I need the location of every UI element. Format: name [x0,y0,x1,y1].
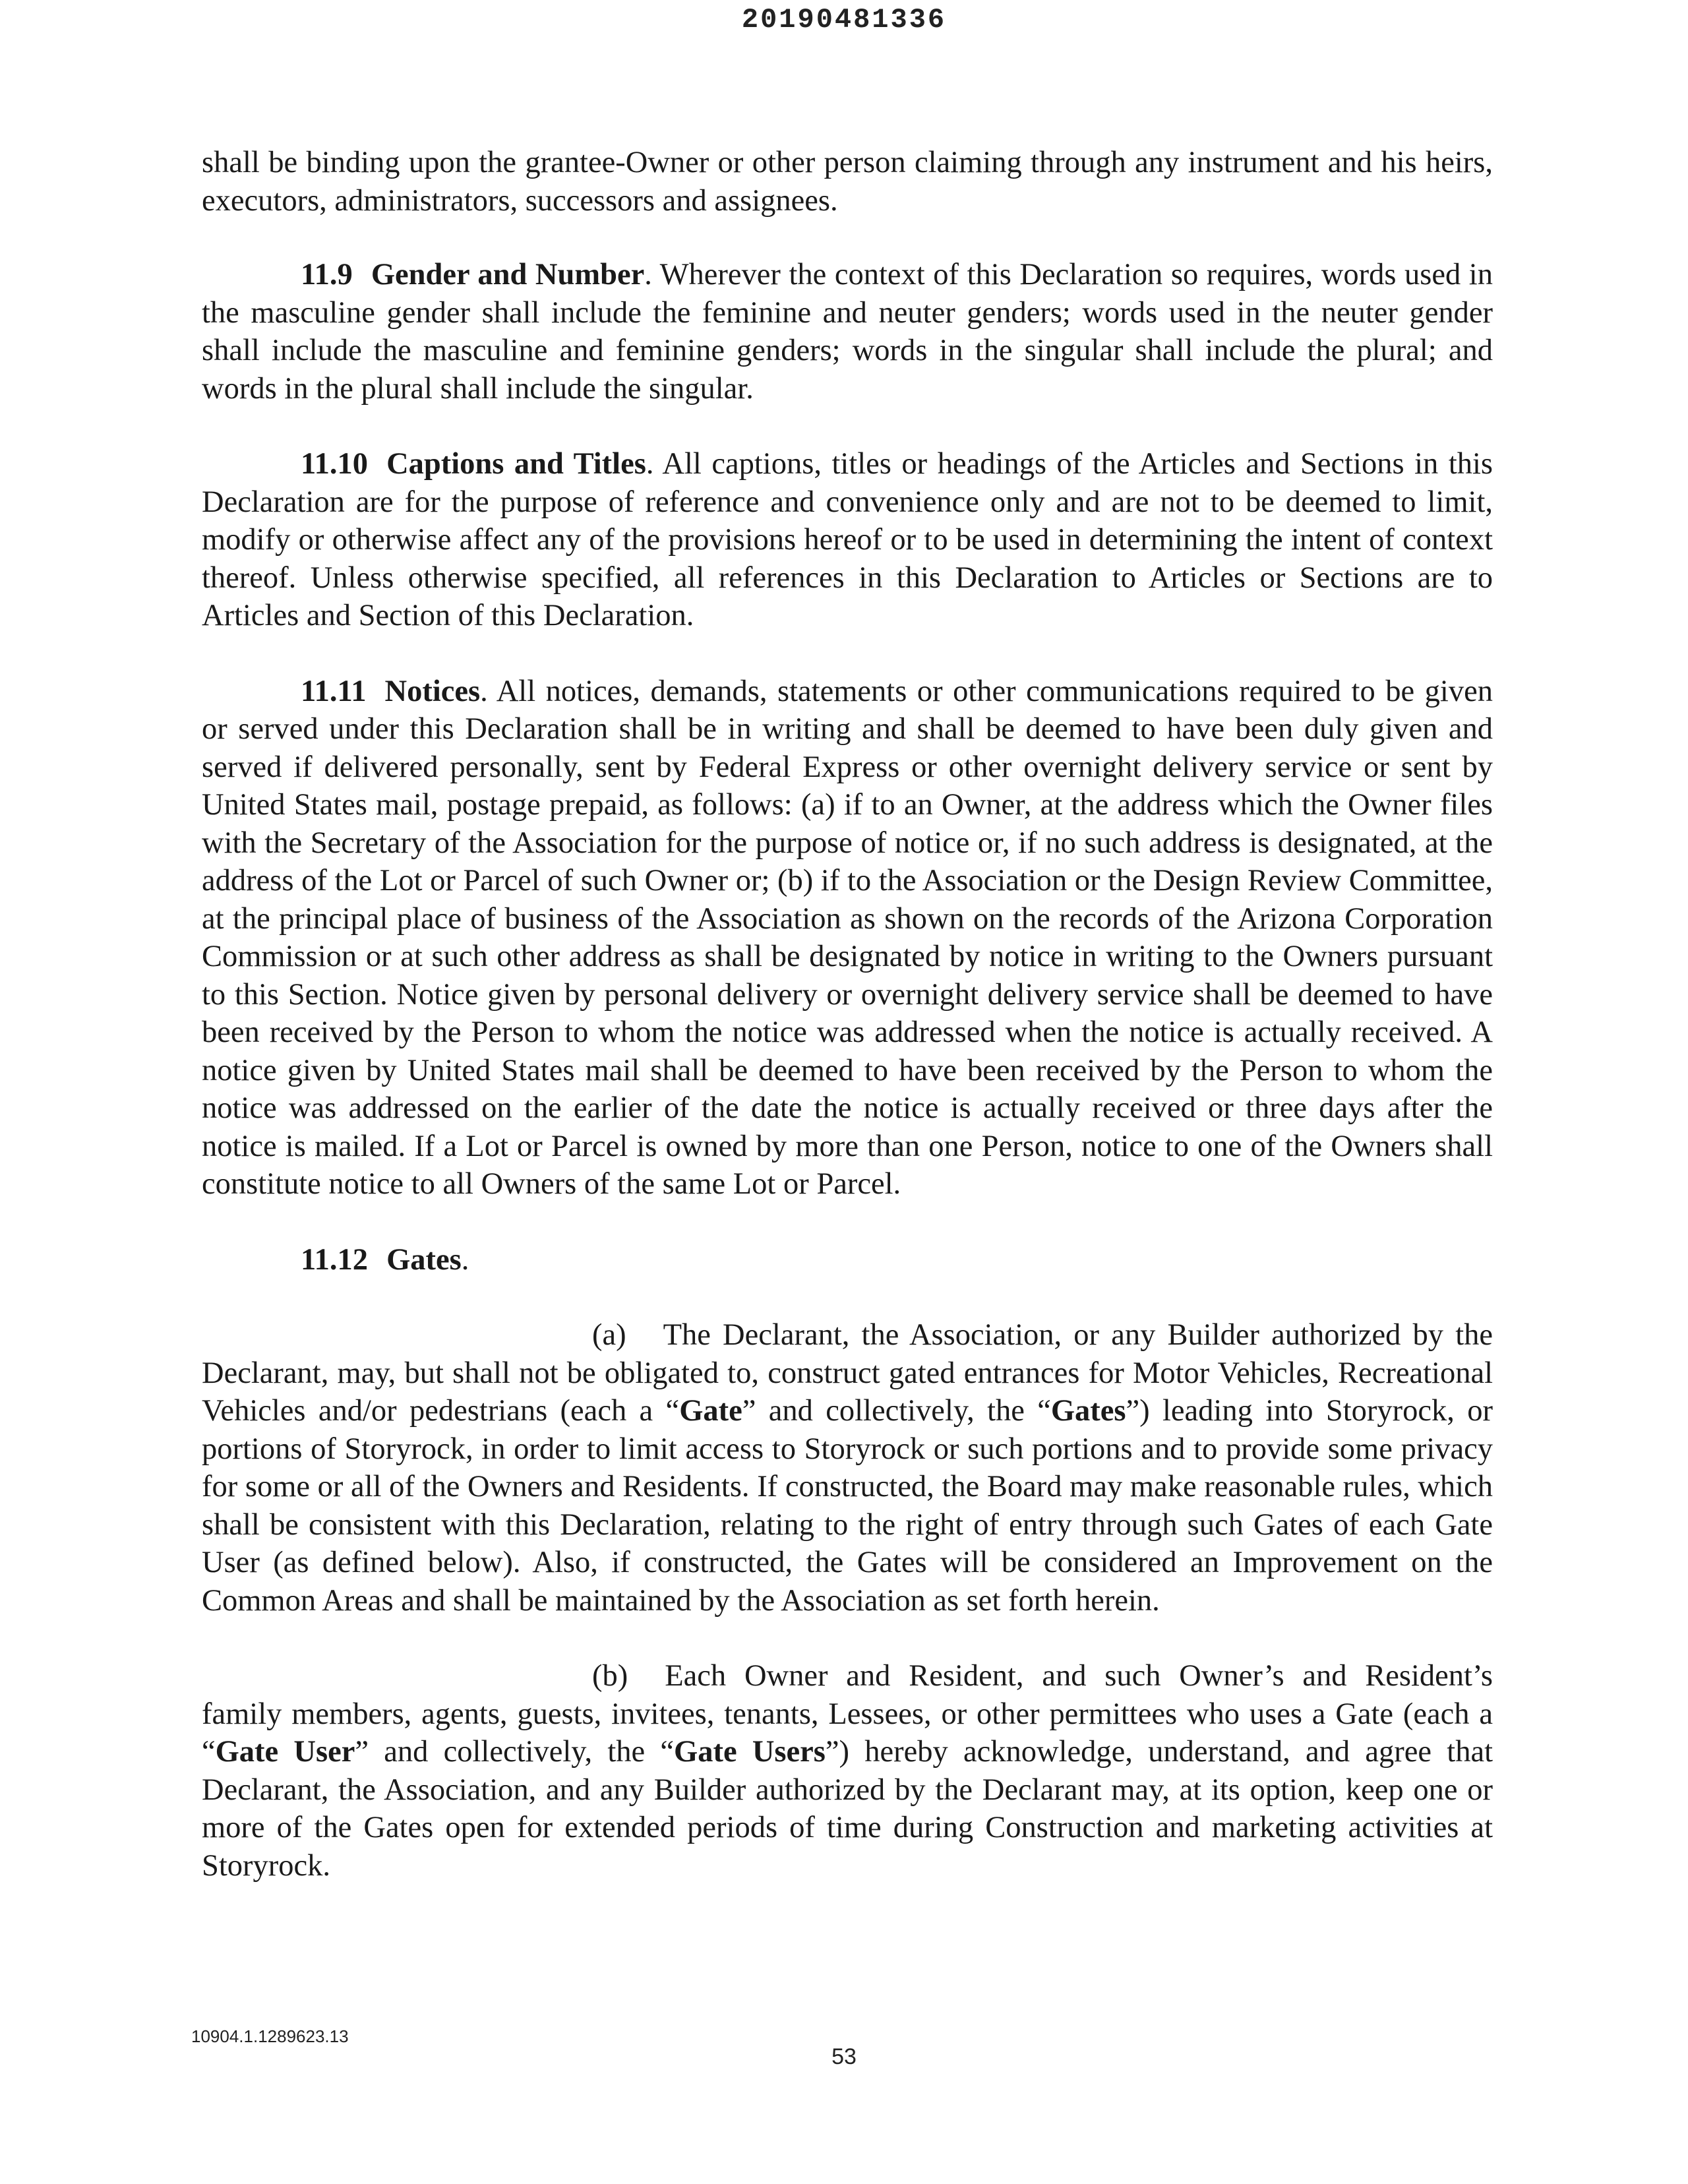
defined-term-gates: Gates [1050,1394,1126,1428]
section-text: . All notices, demands, statements or other communications required to be given or served under this Declaration shall be in writing and shall be deemed to have been duly given and served if delivered personally, sent by Federal Express or other overnight delivery service or sent by United States mail, postage prepaid, as follows: (a) if to an Owner, at the address which the Owner files with the Secretary of the Association for the purpose of notice or, if no such address is designated, at the address of the Lot or Parcel of such Owner or; (b) if to the Association or the Design Review Committee, at the principal place of business of the Association as shown on the records of the Arizona Corporation Commission or at such other address as shall be designated by notice in writing to the Owners pursuant to this Section. Notice given by personal delivery or overnight delivery service shall be deemed to have been received by the Person to whom the notice was addressed when the notice is actually received. A notice given by United States mail shall be deemed to have been received by the Person to whom the notice was addressed on the earlier of the date the notice is actually received or three days after the notice is mailed. If a Lot or Parcel is owned by more than one Person, notice to one of the Owners shall constitute notice to all Owners of the same Lot or Parcel. [202,674,1493,1201]
subsection-label: (b) [592,1659,628,1693]
section-number: 11.12 [301,1242,369,1277]
section-title: Gender and Number [371,258,645,291]
subsection-text: The Declarant, the Association, or any Builder authorized by the Declarant, may, but shall not be obligated to, construct gated entrances for Motor Vehicles, Recreational Vehicles and/or pedestrians (each a “ [202,1318,1493,1428]
section-number: 11.9 [301,258,353,291]
subsection-text: ”) leading into Storyrock, or portions of Storyrock, in order to limit access to Storyrock or such portions and to provide some privacy for some or all of the Owners and Residents. If constructed, the Board may make reasonable rules, which shall be consistent with this Declaration, relating to the right of entry through such Gates of each Gate User (as defined below). Also, if constructed, the Gates will be considered an Improvement on the Common Areas and shall be maintained by the Association as set forth herein. [202,1394,1493,1618]
paragraph-intro: shall be binding upon the grantee-Owner or other person claiming through any instrument and his heirs, executors, administrators, successors and assignees. [202,146,1493,218]
section-title-suffix: . [461,1242,469,1277]
document-body [202,144,1493,1922]
section-title: Gates [386,1242,462,1277]
section-text: . All captions, titles or headings of the Articles and Sections in this Declaration are for the purpose of reference and convenience only and are not to be deemed to limit, modify or otherwise affect any of the provisions hereof or to be used in determining the intent of context thereof. Unless otherwise specified, all references in this Declaration to Articles or Sections are to Articles and Section of this Declaration. [202,447,1493,632]
subsection-text: ”) hereby acknowledge, understand, and agree that Declarant, the Association, and any Builder authorized by the Declarant may, at its option, keep one or more of the Gates open for extended periods of time during Construction and marketing activities at Storyrock. [202,1735,1493,1883]
recording-number: 20190481336 [741,4,947,36]
defined-term-gate: Gate [679,1394,742,1428]
footer-document-id: 10904.1.1289623.13 [191,2026,349,2046]
section-11-11 [202,673,1493,1203]
subsection-label: (a) [592,1318,626,1352]
section-11-12-a [202,1316,1493,1620]
page-number: 53 [831,2044,857,2069]
section-title: Notices [384,674,481,708]
section-11-10 [202,445,1493,635]
section-number: 11.11 [301,674,367,708]
section-text: . Wherever the context of this Declaration so requires, words used in the masculine gender shall include the feminine and neuter genders; words used in the neuter gender shall include the masculine and feminine genders; words in the singular shall include the plural; and words in the plural shall include the singular. [202,258,1493,406]
subsection-text: ” and collectively, the “ [355,1735,675,1769]
section-title: Captions and Titles [386,447,646,481]
defined-term-gate-user: Gate User [215,1735,355,1769]
subsection-text: ” and collectively, the “ [742,1394,1051,1428]
defined-term-gate-users: Gate Users [674,1735,826,1769]
section-11-9 [202,256,1493,408]
section-number: 11.10 [301,447,369,481]
subsection-text: Each Owner and Resident, and such Owner’s and Resident’s family members, agents, guests, invitees, tenants, Lessees, or other permittees who uses a Gate (each a “ [202,1659,1493,1769]
section-11-12-heading [202,1241,1493,1279]
section-11-12-b [202,1657,1493,1885]
